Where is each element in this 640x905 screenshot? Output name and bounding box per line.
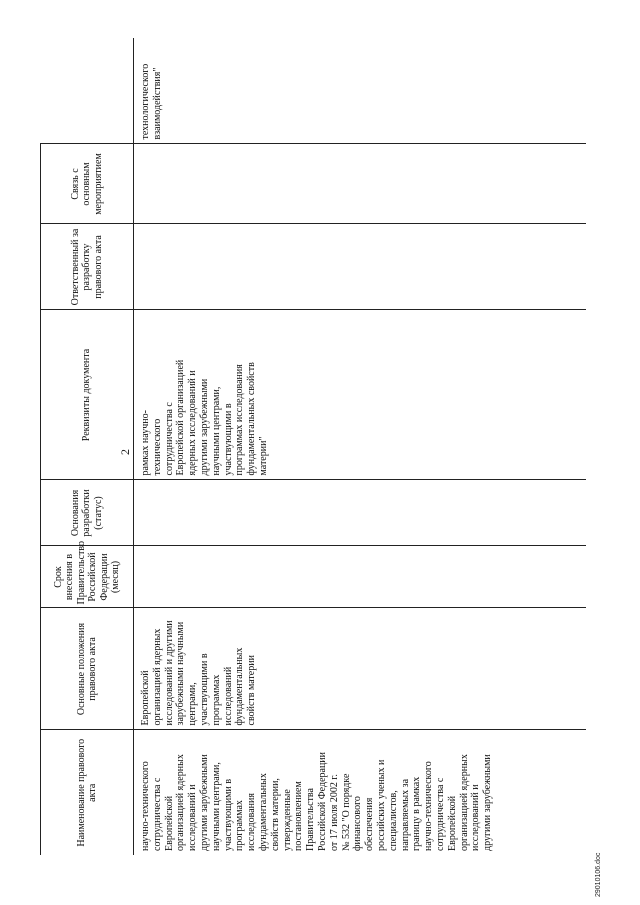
- table-header-row: [41, 38, 134, 855]
- cell-main-provisions: Европейской организацией ядерных исследований и другими зарубежными научными центрами, участвующими в программах исследований фундаментальных свойств материи: [134, 608, 587, 730]
- page-number: 2: [118, 449, 132, 455]
- cell-grounds: [134, 480, 587, 546]
- footer-filename: 29010106.doc: [595, 852, 602, 897]
- cell-responsible: [134, 224, 587, 310]
- header-main-provisions: Основные положения правового акта: [41, 608, 134, 730]
- header-link-to-main-event: Связь с основным мероприятием: [41, 144, 134, 224]
- cell-act-name: научно-технического сотрудничества с Европейской организацией ядерных исследований и другими зарубежными научными центрами, участвующими в программах исследования фундаментальных свойств материи, утвержденные постановлением Правительства Российской Федерации от 17 июля 2002 г. № 532 "О порядке финансового обеспечения российских ученых и специалистов, направляемых за границу в рамках научно-технического сотрудничества с Европейской организацией ядерных исследований и другими зарубежными: [140, 751, 494, 851]
- table-row: [134, 38, 587, 855]
- cell-link-to-main-event: [134, 144, 587, 224]
- header-grounds: Основания разработки (статус): [41, 480, 134, 546]
- header-document-details: Реквизиты документа: [41, 310, 134, 480]
- header-act-name: Наименование правового акта: [41, 730, 134, 855]
- legal-acts-table: [40, 38, 586, 855]
- header-responsible: Ответственный за разработку правового акта: [41, 224, 134, 310]
- cell-document-details: рамках научно- технического сотрудничества с Европейской организацией ядерных исследований и другими зарубежными научными центрами, участвующими в программах исследования фундаментальных свойств материи": [134, 310, 587, 480]
- header-empty-column: [41, 38, 134, 144]
- cell-overflow-text: технологического взаимодействия": [134, 38, 587, 144]
- cell-submission-deadline: [134, 546, 587, 608]
- header-submission-deadline: Срок внесения в Правительство Российской Федерации (месяц): [41, 546, 134, 608]
